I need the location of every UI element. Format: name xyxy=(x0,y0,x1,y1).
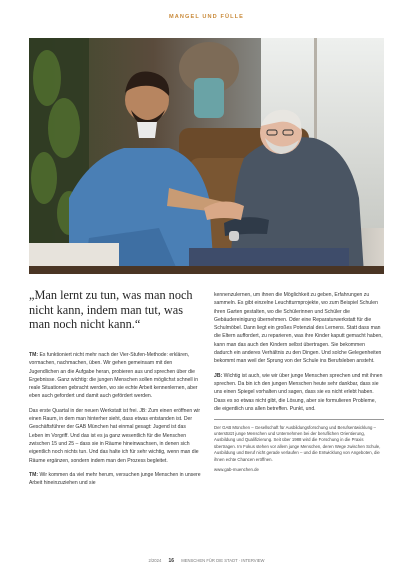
speaker-label: TM: xyxy=(29,471,39,478)
pull-quote: „Man lernt zu tun, was man noch nicht kann, indem man tut, was man noch nicht kann.“ xyxy=(29,288,193,332)
paragraph-text: kennenzulernen, um ihnen die Möglichkeit zu geben, Erfahrungen zu sammeln. Es gibt einzelne Leuchtturmprojekte, wo zum Beispiel Schulen ihren Garten gestalten, wo die Schülerinnen und Schüler die Gebäudereinigung übernehmen. Oder eine Reparaturwerkstatt für die Schulmöbel. Dann liegt ein großes Potenzial des Lernens. Statt dass man die Eltern auffordert, zu reparieren, was ihre Kinder kaputt gemacht haben, kann man das auch den Kindern selbst übertragen. Sie bekommen dadurch ein anderes Verhältnis zu den Dingen. Und solche Gelegenheiten bekommt man weil der Sprung von der Schule ins Berufsleben ansteht. xyxy=(214,292,383,365)
article-photo xyxy=(29,38,384,274)
section-rubric: MANGEL UND FÜLLE xyxy=(169,14,244,20)
right-column xyxy=(214,291,384,474)
left-column xyxy=(29,351,201,493)
organization-bio: Der GAB München – Gesellschaft für Ausbildungsforschung und Berufsentwicklung – unterstützt junge Menschen und Unternehmen bei der beruflichen Orientierung, Ausbildung und Qualifizierung. Seit über 1988 wird die Forschung in die Praxis übertragen. Im Fokus stehen vor allem junge Menschen, deren Wege zwischen Schule, Ausbildung und Beruf nicht gerade verlaufen – und die Entwicklung von Angeboten, die ihnen echte Chancen eröffnen. xyxy=(214,424,381,462)
paragraph xyxy=(29,407,201,465)
footer-section: MENSCHEN FÜR DIE STADT · INTERVIEW xyxy=(181,558,265,563)
paragraph xyxy=(29,351,201,401)
paragraph-text: Das erste Quartal in der neuen Werkstatt ist frei. JB: Zum einen eröffnen wir einen Raum, in dem man hinterher sieht, dass etwas entstanden ist. Der Geschäftsführer der GAB München hat einmal gesagt: Jugend ist das Leben im Vorgriff. Und das ist es ja ganz wesentlich für die Menschen zwischen 15 und 25 – dass sie in Räume hineinwachsen, in denen sich eigentlich noch nichts tun. Und das halte ich für sehr wichtig, wenn man die Räume ergänzen, sondern indem man den Prozess begleitet. xyxy=(29,407,201,464)
paragraph-text: Wichtig ist auch, wie wir über junge Menschen sprechen und mit ihnen sprechen. Da bin ich den jungen Menschen heute sehr dankbar, dass sie uns einen Spiegel vorhalten und sagen, dass sie es nicht erlebt haben. Dass es so etwas nicht gibt, die Lösung, aber sie formulieren Probleme, die eigentlich uns allen betreffen. Punkt, und. xyxy=(214,372,383,412)
paragraph-text: Es funktioniert nicht mehr nach der Vier-Stufen-Methode: erklären, vormachen, nachmachen, üben. Wir gehen gemeinsam mit den Jugendlichen an die Aufgabe heran, probieren aus und sprechen über die Ergebnisse. Ganz wichtig: die jungen Menschen sollen möglichst schnell in reale Situationen gebracht werden, wo sie echte Arbeit kennenlernen, aber eben auch gefordert und damit auch gefördert werden. xyxy=(29,352,199,400)
paragraph xyxy=(214,372,384,413)
paragraph-text: Wir kommen da viel mehr herum, versuchen junge Menschen in unsere Arbeit hineinzuziehen und sie xyxy=(29,471,201,487)
speaker-label: JB: xyxy=(214,372,223,379)
photo-illustration xyxy=(29,38,384,274)
paragraph xyxy=(214,291,384,366)
page-footer xyxy=(0,558,413,564)
divider xyxy=(214,419,384,420)
footer-issue: 2/2024 xyxy=(148,558,162,563)
speaker-label: TM: xyxy=(29,352,39,358)
page-number: 16 xyxy=(168,558,175,564)
paragraph xyxy=(29,471,201,488)
organization-link[interactable]: www.gab-muenchen.de xyxy=(214,467,259,473)
